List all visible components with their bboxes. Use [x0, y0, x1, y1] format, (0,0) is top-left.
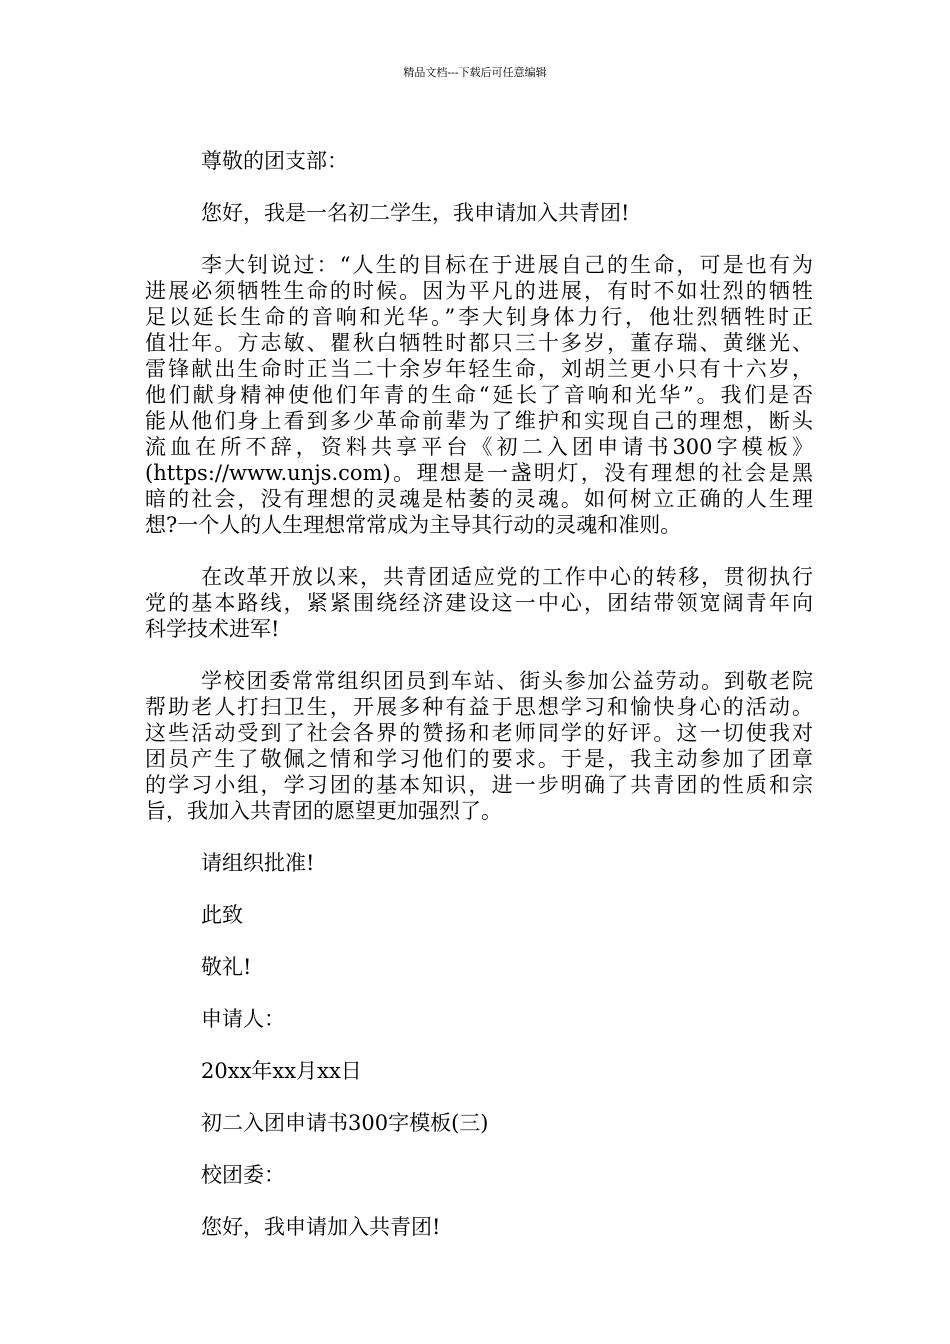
paragraph-line: 党的基本路线，紧紧围绕经济建设这一中心，团结带领宽阔青年向	[145, 591, 813, 615]
paragraph-line: 科学技术进军!	[145, 617, 280, 641]
paragraph-line: 值壮年。方志敏、瞿秋白牺牲时都只三十多岁，董存瑞、黄继光、	[145, 331, 813, 355]
paragraph-line: 这些活动受到了社会各界的赞扬和老师同学的好评。这一切使我对	[145, 721, 813, 745]
paragraph-2	[145, 564, 813, 642]
date-line: 20xx年xx月xx日	[201, 1059, 362, 1083]
paragraph-line: 旨，我加入共青团的愿望更加强烈了。	[145, 799, 502, 823]
paragraph-line: 想?一个人的人生理想常常成为主导其行动的灵魂和准则。	[145, 513, 682, 537]
paragraph-line: 雷锋献出生命时正当二十余岁年轻生命，刘胡兰更小只有十六岁，	[145, 357, 813, 381]
paragraph-line: 能从他们身上看到多少革命前辈为了维护和实现自己的理想，断头	[145, 409, 813, 433]
paragraph-line: 他们献身精神使他们年青的生命“延长了音响和光华”。我们是否	[145, 383, 813, 407]
paragraph-line: 帮助老人打扫卫生，开展多种有益于思想学习和愉快身心的活动。	[145, 695, 813, 719]
paragraph-3	[145, 668, 813, 824]
paragraph-line: 团员产生了敬佩之情和学习他们的要求。于是，我主动参加了团章	[145, 747, 813, 771]
paragraph-line: 足以延长生命的音响和光华。”李大钊身体力行，他壮烈牺牲时正	[145, 305, 813, 329]
next-section-title: 初二入团申请书300字模板(三)	[201, 1111, 489, 1135]
applicant-label: 申请人：	[201, 1007, 285, 1031]
paragraph-line: 进展必须牺牲生命的时候。因为平凡的进展，有时不如壮烈的牺牲	[145, 279, 813, 303]
page-header: 精品文档---下载后可任意编辑	[403, 66, 547, 79]
closing-request: 请组织批准!	[201, 851, 315, 875]
salutation: 尊敬的团支部：	[201, 149, 348, 173]
paragraph-line: 流血在所不辞，资料共享平台《初二入团申请书300字模板》	[145, 435, 813, 459]
next-greeting: 您好，我申请加入共青团!	[201, 1215, 441, 1239]
paragraph-line: 李大钊说过：“人生的目标在于进展自己的生命，可是也有为	[201, 253, 813, 277]
paragraph-line: (https://www.unjs.com)。理想是一盏明灯，没有理想的社会是黑	[145, 461, 813, 485]
letter-body	[145, 148, 813, 1240]
paragraph-line: 暗的社会，没有理想的灵魂是枯萎的灵魂。如何树立正确的人生理	[145, 487, 813, 511]
paragraph-line: 的学习小组，学习团的基本知识，进一步明确了共青团的性质和宗	[145, 773, 813, 797]
next-salutation: 校团委：	[201, 1163, 285, 1187]
closing-ci-zhi: 此致	[201, 903, 243, 927]
paragraph-line: 在改革开放以来，共青团适应党的工作中心的转移，贯彻执行	[201, 565, 813, 589]
paragraph-1	[145, 252, 813, 538]
closing-jing-li: 敬礼!	[201, 955, 252, 979]
paragraph-line: 学校团委常常组织团员到车站、街头参加公益劳动。到敬老院	[201, 669, 813, 693]
greeting: 您好，我是一名初二学生，我申请加入共青团!	[201, 201, 630, 225]
